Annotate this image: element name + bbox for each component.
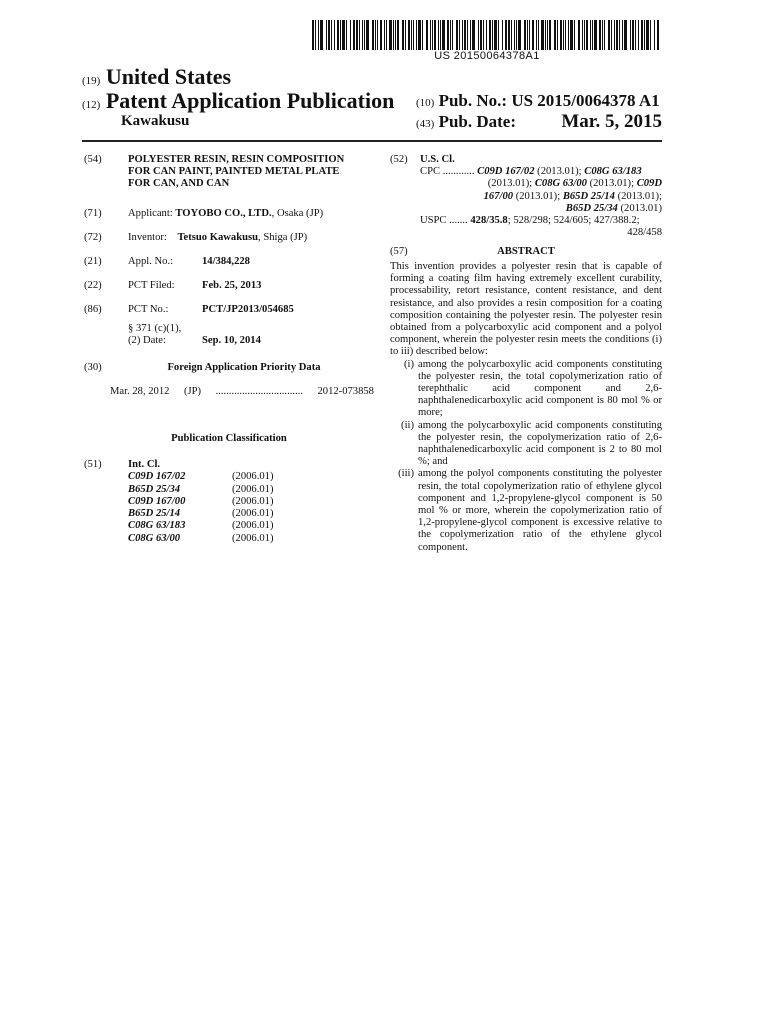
barcode-bar: [586, 20, 588, 50]
barcode-bar: [318, 20, 319, 50]
pct-no-field: [84, 304, 374, 316]
barcode-bar: [331, 20, 332, 50]
priority-code: (30): [84, 362, 102, 373]
s371-date-value: Sep. 10, 2014: [202, 335, 261, 347]
barcode-bar: [340, 20, 341, 50]
cpc-version: (2013.01);: [617, 190, 662, 202]
barcode-bar: [641, 20, 643, 50]
ipc-code: B65D 25/34: [128, 483, 181, 495]
int-cl-table: [128, 471, 274, 545]
appl-value: 14/384,228: [202, 256, 250, 267]
barcode-bar: [549, 20, 551, 50]
barcode-bar: [408, 20, 410, 50]
pubno-value: US 2015/0064378 A1: [511, 91, 660, 110]
publication-type: Patent Application Publication: [105, 88, 395, 113]
ipc-version: (2006.01): [232, 471, 274, 483]
barcode-bar: [592, 20, 593, 50]
priority-country: (JP): [183, 386, 202, 397]
barcode-bar: [350, 20, 351, 50]
barcode-bar: [386, 20, 387, 50]
barcode-bar: [614, 20, 615, 50]
cpc-code: C09D 167/02: [477, 166, 535, 178]
barcode-bar: [529, 20, 530, 50]
abstract-heading: ABSTRACT: [497, 246, 555, 257]
barcode-bar: [624, 20, 627, 50]
barcode-bar: [511, 20, 512, 50]
barcode-bar: [657, 20, 659, 50]
ipc-code: B65D 25/14: [128, 508, 181, 520]
barcode-bar: [538, 20, 539, 50]
barcode-bar: [654, 20, 655, 50]
uspc-primary: 428/35.8: [470, 215, 508, 227]
barcode-bar: [411, 20, 412, 50]
appl-code: (21): [84, 256, 102, 267]
barcode-bar: [397, 20, 399, 50]
barcode-bar: [395, 20, 396, 50]
barcode-bar: [574, 20, 575, 50]
title-field: [84, 154, 374, 191]
condition-text: among the polyol components constituting the polyester resin, the total copolymerization ratio of ethylene glycol component and 1,2-propylene-glycol component is 50 mol % or more, wherein the copolymerization ratio of 1,2-propylene-glycol component is excessive relative to the copolymerization ratio of the ethylene glycol component.: [418, 468, 662, 553]
cpc-code: C08G 63/183: [584, 166, 642, 178]
inventor-label: Inventor:: [128, 232, 167, 243]
uspc-label: USPC: [420, 215, 447, 227]
barcode-bar: [524, 20, 526, 50]
cpc-version: (2013.01);: [515, 190, 561, 202]
barcode-bar: [315, 20, 316, 50]
barcode-bar: [366, 20, 369, 50]
list-item: [390, 359, 662, 420]
ipc-version: (2006.01): [232, 483, 274, 495]
barcode-bar: [375, 20, 376, 50]
barcode-bar: [442, 20, 445, 50]
table-row: [128, 471, 274, 483]
country-name: United States: [105, 64, 232, 89]
barcode-bar: [630, 20, 631, 50]
country-code: (19): [82, 75, 101, 87]
barcode-bar: [565, 20, 566, 50]
cpc-code: B65D 25/14: [562, 190, 615, 202]
barcode-number: US 20150064378A1: [434, 50, 540, 62]
pub-number-line: [416, 91, 660, 111]
barcode-bar: [337, 20, 339, 50]
barcode-bar: [514, 20, 515, 50]
abstract-code: (57): [390, 246, 408, 257]
barcode-bar: [362, 20, 363, 50]
abstract-heading-row: [390, 246, 662, 258]
barcode-bar: [472, 20, 475, 50]
barcode-bar: [518, 20, 521, 50]
publication-type-heading: [82, 88, 394, 114]
barcode-bar: [502, 20, 503, 50]
cpc-version: (2013.01): [620, 202, 662, 214]
barcode-bar: [422, 20, 423, 50]
ipc-code: C09D 167/00: [128, 495, 186, 507]
barcode-bar: [557, 20, 558, 50]
barcode-bar: [326, 20, 327, 50]
barcode-bar: [447, 20, 449, 50]
barcode-bar: [377, 20, 378, 50]
barcode-bar: [402, 20, 404, 50]
inventor-name: Tetsuo Kawakusu: [177, 232, 259, 243]
cpc-leader: ............: [442, 166, 475, 178]
pubno-label: Pub. No.:: [438, 91, 508, 110]
condition-text: among the polycarboxylic acid components constituting the polyester resin, the copolymerization ratio of 2,6-naphthalenedicarboxylic acid component is 2 to 80 mol %; and: [418, 419, 662, 468]
pubdate-code: (43): [416, 118, 435, 130]
barcode-bar: [570, 20, 573, 50]
applicant-place: , Osaka (JP): [271, 208, 324, 219]
barcode-bar: [616, 20, 618, 50]
barcode-bar: [611, 20, 612, 50]
barcode-bar: [632, 20, 634, 50]
applicant-label: Applicant:: [128, 208, 173, 219]
barcode-bar: [389, 20, 392, 50]
barcode-bar: [599, 20, 601, 50]
barcode-bar: [467, 20, 468, 50]
barcode-bar: [638, 20, 639, 50]
ipc-code: C08G 63/183: [128, 520, 186, 532]
inventor-surname: Kawakusu: [121, 113, 190, 129]
barcode-bar: [359, 20, 360, 50]
barcode-bar: [416, 20, 417, 50]
s371-label: § 371 (c)(1),: [128, 323, 182, 334]
uspc-secondary: ; 528/298; 524/605; 427/388.2;: [507, 215, 640, 227]
ipc-version: (2006.01): [232, 495, 274, 507]
pubdate-value: Mar. 5, 2015: [561, 111, 662, 132]
barcode-bar: [622, 20, 623, 50]
ipc-code: C09D 167/02: [128, 471, 186, 483]
condition-text: among the polycarboxylic acid components constituting the polyester resin, the total copolymerization ratio of terephthalic acid component and 2,6-naphthalenedicarboxylic acid component is 80 mol % or more;: [418, 358, 662, 419]
pct-no-label: PCT No.:: [128, 304, 169, 315]
barcode-bar: [494, 20, 497, 50]
barcode-bar: [356, 20, 358, 50]
cpc-label: CPC: [420, 166, 441, 178]
barcode-bar: [563, 20, 564, 50]
priority-leader: .................................: [215, 386, 303, 397]
barcode-bar: [608, 20, 610, 50]
barcode-bar: [464, 20, 466, 50]
title-code: (54): [84, 154, 102, 165]
barcode-bar: [456, 20, 458, 50]
barcode-bar: [312, 20, 314, 50]
barcode-bar: [578, 20, 580, 50]
type-code: (12): [82, 99, 101, 111]
ipc-code: C08G 63/00: [128, 532, 181, 544]
barcode-bar: [480, 20, 482, 50]
abstract-body: [390, 261, 662, 554]
barcode-bar: [413, 20, 414, 50]
barcode-bar: [560, 20, 562, 50]
ipc-version: (2006.01): [232, 532, 274, 544]
inventor-field: [84, 232, 374, 244]
inventor-code: (72): [84, 232, 102, 243]
list-item: [390, 420, 662, 469]
s371-date-label: (2) Date:: [128, 335, 166, 347]
barcode-bar: [483, 20, 484, 50]
barcode-bar: [492, 20, 493, 50]
barcode: [312, 20, 662, 50]
pubdate-label: Pub. Date:: [438, 112, 517, 131]
barcode-bar: [646, 20, 649, 50]
priority-number: 2012-073858: [317, 386, 374, 397]
uspc-secondary-2: 428/458: [627, 227, 662, 239]
barcode-bar: [644, 20, 645, 50]
condition-number: (iii): [398, 468, 414, 480]
barcode-bar: [602, 20, 603, 50]
barcode-bar: [328, 20, 330, 50]
barcode-bar: [364, 20, 365, 50]
uscl-code: (52): [390, 154, 408, 165]
pct-filed-code: (22): [84, 280, 102, 291]
s371-field: [84, 323, 374, 347]
pubno-code: (10): [416, 97, 435, 109]
appl-label: Appl. No.:: [128, 256, 174, 267]
cpc-block: [390, 166, 662, 239]
int-cl-field: [84, 459, 374, 545]
ipc-version: (2006.01): [232, 508, 274, 520]
barcode-bar: [516, 20, 517, 50]
classification-heading: Publication Classification: [171, 433, 287, 444]
cpc-code: C08G 63/00: [534, 178, 587, 190]
barcode-bar: [619, 20, 620, 50]
barcode-bar: [346, 20, 347, 50]
cpc-version: (2013.01);: [537, 166, 582, 178]
barcode-bar: [334, 20, 335, 50]
int-cl-code: (51): [84, 459, 102, 470]
barcode-bar: [372, 20, 374, 50]
barcode-bar: [462, 20, 463, 50]
pct-filed-value: Feb. 25, 2013: [202, 280, 262, 291]
barcode-bar: [459, 20, 460, 50]
pct-filed-field: [84, 280, 374, 292]
barcode-bar: [478, 20, 479, 50]
barcode-bar: [568, 20, 569, 50]
barcode-bar: [650, 20, 651, 50]
barcode-bar: [545, 20, 546, 50]
condition-number: (ii): [401, 419, 414, 431]
cpc-version: (2013.01);: [487, 178, 533, 190]
inventor-place: , Shiga (JP): [258, 232, 308, 243]
barcode-bar: [584, 20, 585, 50]
priority-heading: Foreign Application Priority Data: [167, 362, 321, 373]
barcode-bar: [547, 20, 548, 50]
priority-field: [84, 362, 374, 374]
barcode-bar: [541, 20, 544, 50]
int-cl-label: Int. Cl.: [128, 459, 161, 470]
barcode-bar: [505, 20, 507, 50]
table-row: [128, 533, 274, 545]
barcode-bar: [440, 20, 441, 50]
barcode-bar: [380, 20, 382, 50]
barcode-bar: [342, 20, 345, 50]
applicant-field: [84, 208, 374, 220]
barcode-bar: [532, 20, 534, 50]
country-heading: [82, 64, 231, 90]
appl-no-field: [84, 256, 374, 268]
barcode-bar: [405, 20, 406, 50]
priority-row: [84, 386, 374, 398]
ipc-version: (2006.01): [232, 520, 274, 532]
pub-date-line: [416, 112, 662, 132]
list-item: [390, 468, 662, 553]
barcode-bar: [527, 20, 528, 50]
barcode-bar: [554, 20, 556, 50]
barcode-bar: [384, 20, 385, 50]
table-row: [128, 484, 274, 496]
cpc-version: (2013.01);: [589, 178, 635, 190]
pct-no-value: PCT/JP2013/054685: [202, 304, 294, 315]
barcode-bar: [594, 20, 597, 50]
barcode-bar: [536, 20, 537, 50]
abstract-text: This invention provides a polyester resin that is capable of forming a coating film having extremely excellent curability, processability, retort resistance, content resistance, and dent resistance, and also provides a resin composition for a coating composition containing the polyester resin. The polyester resin obtained from a polycarboxylic acid component and a polyol component, wherein the polyester resin meets the conditions (i) to iii) described below:: [390, 261, 662, 358]
barcode-bar: [430, 20, 431, 50]
barcode-bar: [426, 20, 428, 50]
barcode-bar: [353, 20, 355, 50]
barcode-bar: [418, 20, 421, 50]
cpc-code: 167/00: [483, 190, 514, 202]
barcode-bar: [452, 20, 453, 50]
barcode-bar: [635, 20, 636, 50]
table-row: [128, 496, 274, 508]
table-row: [128, 520, 274, 532]
barcode-bar: [450, 20, 451, 50]
barcode-bar: [320, 20, 323, 50]
barcode-bar: [582, 20, 583, 50]
applicant-name: TOYOBO CO., LTD.: [175, 208, 272, 219]
applicant-code: (71): [84, 208, 102, 219]
barcode-bar: [498, 20, 499, 50]
barcode-bar: [470, 20, 471, 50]
cpc-code: C09D: [636, 178, 662, 190]
barcode-bar: [432, 20, 433, 50]
barcode-bar: [489, 20, 491, 50]
priority-date: Mar. 28, 2012: [110, 386, 170, 397]
barcode-bar: [604, 20, 605, 50]
patent-title: POLYESTER RESIN, RESIN COMPOSITION FOR CAN PAINT, PAINTED METAL PLATE FOR CAN, AND CAN: [128, 154, 345, 190]
barcode-bar: [438, 20, 439, 50]
us-cl-field: [390, 154, 662, 239]
uspc-leader: .......: [449, 215, 468, 227]
barcode-bar: [590, 20, 591, 50]
uscl-label: U.S. Cl.: [420, 154, 455, 165]
table-row: [128, 508, 274, 520]
barcode-bar: [508, 20, 510, 50]
barcode-bar: [393, 20, 394, 50]
pct-no-code: (86): [84, 304, 102, 315]
barcode-bar: [434, 20, 436, 50]
condition-number: (i): [404, 358, 414, 370]
barcode-bar: [486, 20, 487, 50]
cpc-code: B65D 25/34: [565, 202, 618, 214]
header-rule: [82, 140, 662, 142]
pct-filed-label: PCT Filed:: [128, 280, 175, 291]
